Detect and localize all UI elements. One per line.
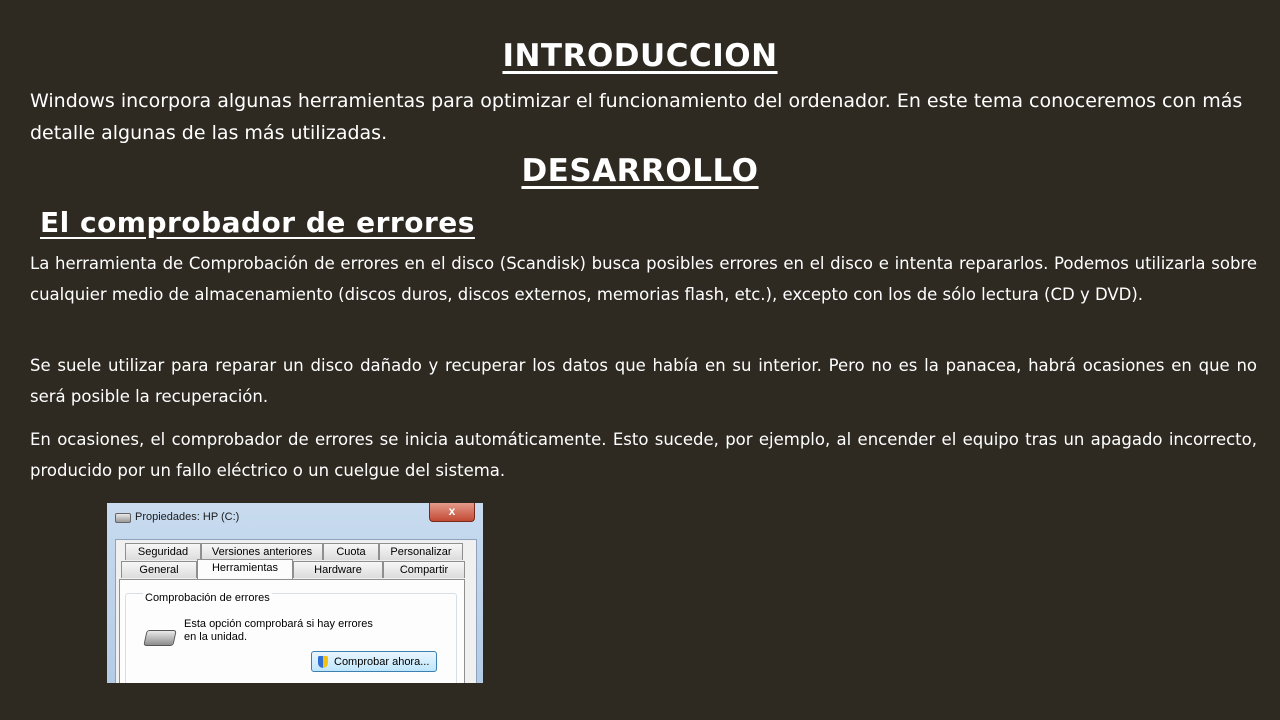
hard-drive-icon	[143, 630, 176, 646]
intro-title: INTRODUCCION	[502, 38, 778, 74]
tab-versiones-anteriores[interactable]: Versiones anteriores	[201, 543, 323, 560]
paragraph: La herramienta de Comprobación de errores en el disco (Scandisk) busca posibles errores en el disco e intenta repararlos. Podemos utilizarla sobre cualquier medio de almacenamiento (discos duros, discos externos, memorias flash, etc.), excepto con los de sólo lectura (CD y DVD).	[30, 254, 1257, 304]
intro-text: Windows incorpora algunas herramientas para optimizar el funcionamiento del ordenador. En este tema conoceremos con más detalle algunas de las más utilizadas.	[30, 90, 1243, 144]
check-now-label: Comprobar ahora...	[334, 656, 430, 668]
development-title: DESARROLLO	[521, 153, 759, 189]
shield-icon	[318, 656, 328, 668]
tab-personalizar[interactable]: Personalizar	[379, 543, 463, 560]
properties-dialog-screenshot	[107, 503, 483, 683]
group-label: Comprobación de errores	[145, 592, 270, 604]
tab-compartir[interactable]: Compartir	[383, 561, 465, 578]
tab-herramientas[interactable]: Herramientas	[197, 559, 293, 579]
dialog-title: Propiedades: HP (C:)	[135, 511, 240, 523]
tab-cuota[interactable]: Cuota	[323, 543, 379, 560]
close-button[interactable]: x	[429, 503, 475, 522]
tab-seguridad[interactable]: Seguridad	[125, 543, 201, 560]
paragraph: En ocasiones, el comprobador de errores se inicia automáticamente. Esto sucede, por ejemplo, al encender el equipo tras un apagado incorrecto, producido por un fallo eléctrico o un cuelgue del sistema.	[30, 430, 1257, 480]
drive-icon	[115, 513, 131, 523]
tab-general[interactable]: General	[121, 561, 197, 578]
section-subtitle: El comprobador de errores	[40, 206, 475, 239]
dialog-titlebar	[107, 503, 483, 533]
group-description: Esta opción comprobará si hay errores en la unidad.	[184, 618, 373, 643]
check-now-button[interactable]	[311, 651, 437, 672]
paragraph: Se suele utilizar para reparar un disco dañado y recuperar los datos que había en su interior. Pero no es la panacea, habrá ocasiones en que no será posible la recuperación.	[30, 356, 1257, 406]
tab-hardware[interactable]: Hardware	[293, 561, 383, 578]
